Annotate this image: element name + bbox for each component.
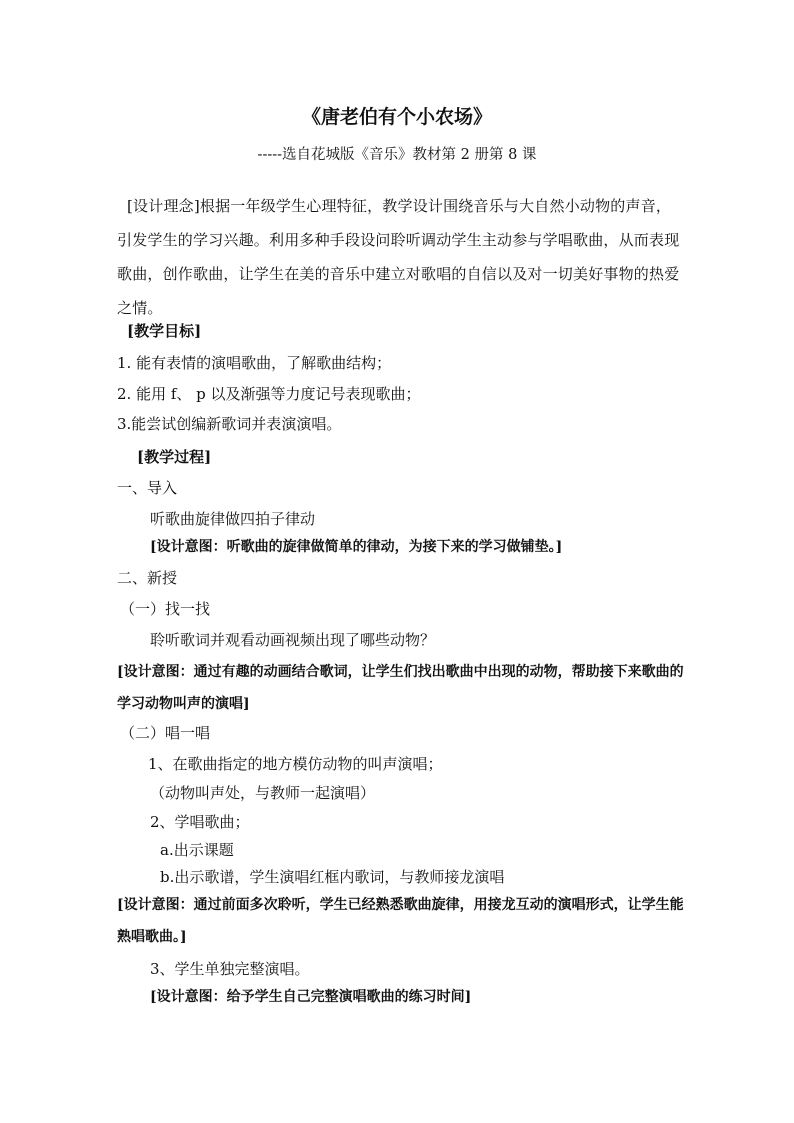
part-sing-heading: （二）唱一唱 [120,724,211,742]
design-concept-label: [设计理念] [127,197,200,215]
step-1-subtext: （动物叫声处，与教师一起演唱） [150,784,376,802]
objective-item-2: 2. 能用 f、 p 以及渐强等力度记号表现歌曲； [117,385,421,403]
part-find-note: [设计意图：通过有趣的动画结合歌词，让学生们找出歌曲中出现的动物，帮助接下来歌曲的学习动物叫声的演唱] [117,664,684,712]
process-heading: [教学过程] [137,448,212,466]
objectives-heading: [教学目标] [127,322,202,340]
section-import-heading: 一、导入 [117,479,178,497]
section-new-heading: 二、新授 [117,569,178,587]
step-2-item-b: b.出示歌谱，学生演唱红框内歌词，与教师接龙演唱 [160,868,505,886]
step-2-text: 2、学唱歌曲； [150,813,250,831]
section-import-note: [设计意图：听歌曲的旋律做简单的律动，为接下来的学习做铺垫。] [150,539,563,555]
document-title: 《唐老伯有个小农场》 [301,106,492,128]
design-concept-text: 根据一年级学生心理特征，教学设计围绕音乐与大自然小动物的声音，引发学生的学习兴趣。利用多种手段设问聆听调动学生主动参与学唱歌曲，从而表现歌曲，创作歌曲，让学生在美的音乐中建立对歌唱的自信以及对一切美好事物的热爱之情。 [117,197,680,317]
objective-item-3: 3.能尝试创编新歌词并表演演唱。 [117,415,342,433]
step-2-note: [设计意图：通过前面多次聆听，学生已经熟悉歌曲旋律，用接龙互动的演唱形式，让学生能熟唱歌曲。] [117,897,684,945]
step-2-item-a: a.出示课题 [160,841,234,859]
design-concept-paragraph [117,189,682,325]
document-subtitle: -----选自花城版《音乐》教材第 2 册第 8 课 [257,147,537,163]
part-find-heading: （一）找一找 [120,600,211,618]
step-3-note: [设计意图：给予学生自己完整演唱歌曲的练习时间] [150,989,472,1005]
part-find-text: 聆听歌词并观看动画视频出现了哪些动物？ [150,631,436,649]
step-1-text: 1、在歌曲指定的地方模仿动物的叫声演唱； [148,755,443,773]
objective-item-1: 1. 能有表情的演唱歌曲，了解歌曲结构； [117,354,392,372]
section-import-text: 听歌曲旋律做四拍子律动 [150,510,316,528]
step-3-text: 3、学生单独完整演唱。 [150,960,310,978]
